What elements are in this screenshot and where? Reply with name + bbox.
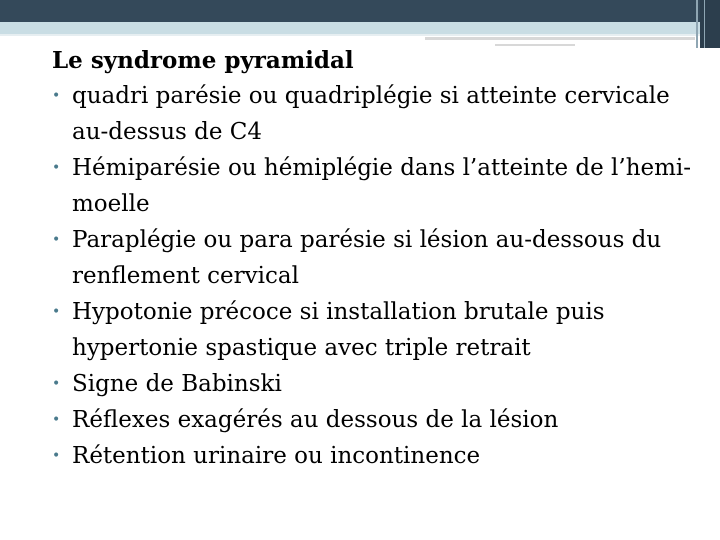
slide-title: Le syndrome pyramidal xyxy=(52,47,354,74)
header-band-line xyxy=(0,34,720,36)
slide-content xyxy=(52,44,702,474)
bullet-text: Signe de Babinski xyxy=(72,371,282,397)
bullet-item xyxy=(52,222,702,294)
bullet-item xyxy=(52,366,702,402)
bullet-text: Hémiparésie ou hémiplégie dans l’atteinte de l’hemi-moelle xyxy=(72,155,692,217)
bullet-item xyxy=(52,438,702,474)
bullet-text: Hypotonie précoce si installation brutale puis hypertonie spastique avec triple retrait xyxy=(72,299,605,361)
bullet-item xyxy=(52,150,702,222)
header-band-dark xyxy=(0,0,720,22)
decorative-accent-bar xyxy=(425,37,695,40)
bullet-item xyxy=(52,402,702,438)
bullet-dot-icon: • xyxy=(52,160,61,176)
bullet-dot-icon: • xyxy=(52,232,61,248)
bullet-text: Paraplégie ou para parésie si lésion au-dessous du renflement cervical xyxy=(72,227,662,289)
bullet-dot-icon: • xyxy=(52,448,61,464)
bullet-dot-icon: • xyxy=(52,304,61,320)
bullet-text: Réflexes exagérés au dessous de la lésion xyxy=(72,407,559,433)
decorative-stripe xyxy=(696,0,698,48)
bullet-text: quadri parésie ou quadriplégie si atteinte cervicale au-dessus de C4 xyxy=(72,83,670,145)
decorative-stripe-thin xyxy=(704,0,705,48)
bullet-item xyxy=(52,294,702,366)
bullet-text: Rétention urinaire ou incontinence xyxy=(72,443,481,469)
bullet-list xyxy=(52,78,702,474)
decorative-corner-block xyxy=(700,0,720,48)
bullet-dot-icon: • xyxy=(52,376,61,392)
bullet-dot-icon: • xyxy=(52,412,61,428)
bullet-item xyxy=(52,78,702,150)
header-band-light xyxy=(0,22,720,34)
bullet-dot-icon: • xyxy=(52,88,61,104)
